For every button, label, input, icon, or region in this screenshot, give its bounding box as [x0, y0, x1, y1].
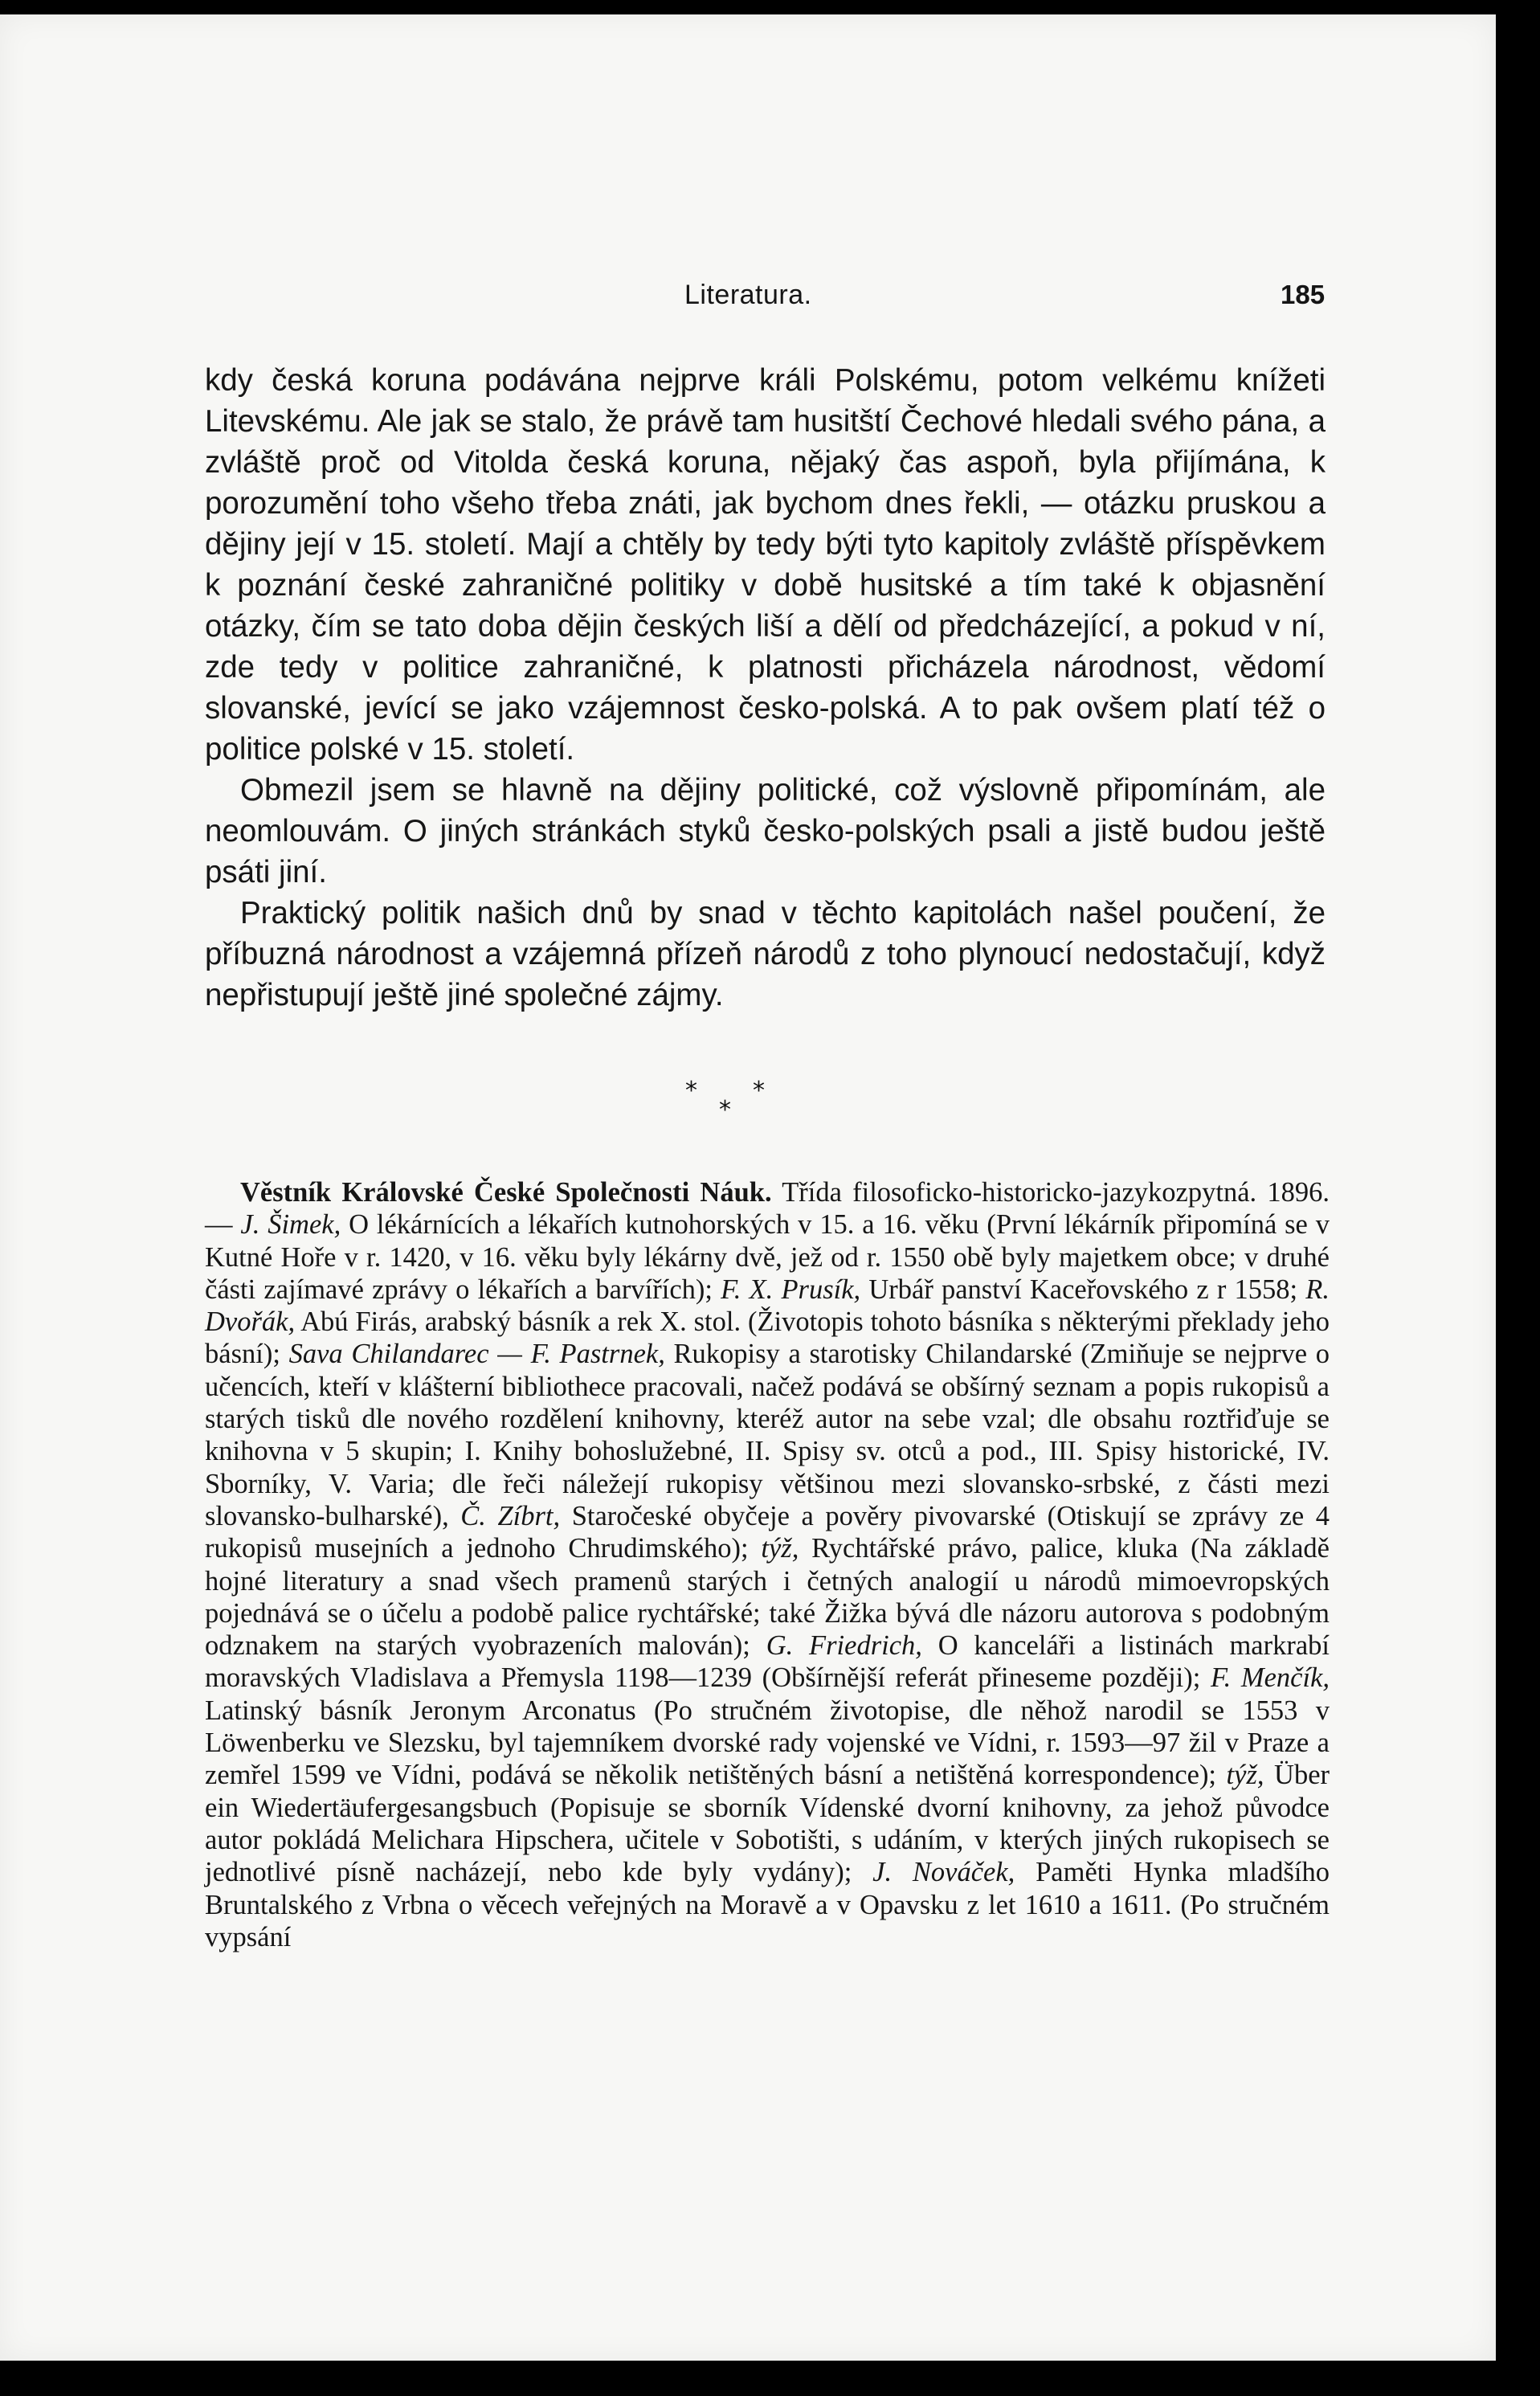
- review-text: Rukopisy a starotisky Chilandarské (Zmiňuje se nejprve o učencích, kteří v klášterní bibliothece pracovali, načež podává se obšírný seznam a popis rukopisů a starých tisků dle nového rozdělení knihovny, kteréž autor na sebe vzal; dle obsahu roztřiďuje se knihovna v 5 skupin; I. Knihy bohoslužebné, II. Spisy sv. otců a pod., III. Spisy historické, IV. Sborníky, V. Varia; dle řeči náležejí rukopisy většinou mezi slovansko-srbské, z části mezi slovansko-bulharské),: [205, 1339, 1330, 1531]
- review-text: O kanceláři a listinách markrabí moravských Vladislava a Přemysla 1198—1239 (Obšírnější referát přineseme později);: [205, 1630, 1330, 1694]
- indent: [205, 1177, 240, 1208]
- author-name: F. Menčík,: [1210, 1662, 1330, 1694]
- review-text: Staročeské obyčeje a pověry pivovarské (Otiskují se zprávy ze 4 rukopisů musejních a jednoho Chrudimského);: [205, 1500, 1330, 1564]
- journal-title: Věstník Královské České Společnosti Náuk.: [240, 1177, 772, 1208]
- section-separator: [679, 1077, 839, 1125]
- review-text: Abú Firás, arabský básník a rek X. stol. (Životopis tohoto básníka s některými překlady jeho básní);: [205, 1306, 1330, 1370]
- author-name: Č. Zíbrt,: [460, 1500, 561, 1531]
- author-name: J. Nováček,: [872, 1857, 1015, 1888]
- body-text: [205, 360, 1326, 1016]
- page-number: 185: [1281, 280, 1326, 309]
- author-name: J. Šimek,: [240, 1209, 341, 1241]
- review-text: Paměti Hynka mladšího Bruntalského z Vrbna o věcech veřejných na Moravě a v Opavsku z let 1610 a 1611. (Po stručném vypsání: [205, 1857, 1330, 1952]
- review-text: Über ein Wiedertäufergesangsbuch (Popisuje se sborník Vídenské dvorní knihovny, za jehož původce autor pokládá Melichara Hipschera, učitele v Sobotišti, s udáním, v kterých jiných rukopisech se jednotlivé písně nacházejí, nebo kde byly vydány);: [205, 1760, 1330, 1888]
- asterisk: *: [719, 1096, 731, 1124]
- paragraph: Obmezil jsem se hlavně na dějiny politické, což výslovně připomínám, ale neomlouvám. O jiných stránkách styků česko-polských psali a jistě budou ještě psáti jiní.: [205, 773, 1326, 889]
- book-page: [0, 14, 1496, 2361]
- author-name: G. Friedrich,: [766, 1630, 922, 1662]
- asterisk: *: [753, 1077, 765, 1105]
- review-text: O lékárnících a lékařích kutnohorských v 15. a 16. věku (První lékárník připomíná se v Kutné Hoře v r. 1420, v 16. věku byly lékárny dvě, jež od r. 1550 obě byly majetkem obce; v druhé části zajímavé zprávy o lékařích a barvířích);: [205, 1209, 1330, 1305]
- review-text: Latinský básník Jeronym Arconatus (Po stručném životopise, dle něhož narodil se 1553 v Löwenberku ve Slezsku, byl tajemníkem dvorské rady vojenské ve Vídni, r. 1593—97 žil v Praze a zemřel 1599 ve Vídni, podává se několik netištěných básní a netištěná korrespondence);: [205, 1695, 1330, 1791]
- author-name: F. X. Prusík,: [721, 1274, 861, 1305]
- review-text: Rychtářské právo, palice, kluka (Na základě hojné literatury a snad všech pramenů starých i četných analogií u národů mimoevropských pojednává se o účelu a podobě palice rychtářské; také Žižka bývá dle názoru autorova s podobným odznakem na starých vyobrazeních malován);: [205, 1533, 1330, 1662]
- paragraph: kdy česká koruna podávána nejprve králi Polskému, potom velkému knížeti Litevskému. Ale jak se stalo, že právě tam husitští Čechové hledali svého pána, a zvláště proč od Vitolda česká koruna, nějaký čas aspoň, byla přijímána, k porozumění toho všeho třeba znáti, jak bychom dnes řekli, — otázku pruskou a dějiny její v 15. století. Mají a chtěly by tedy býti tyto kapitoly zvláště příspěvkem k poznání české zahraničné politiky v době husitské a tím také k objasnění otázky, čím se tato doba dějin českých liší a dělí od předcházející, a pokud v ní, zde tedy v politice zahraničné, k platnosti přicházela národnost, vědomí slovanské, jevící se jako vzájemnost česko-polská. A to pak ovšem platí též o politice polské v 15. století.: [205, 363, 1326, 767]
- asterisk: *: [685, 1077, 697, 1105]
- journal-review: [205, 1176, 1330, 1953]
- author-name: R. Dvořák,: [205, 1274, 1330, 1338]
- author-name: týž,: [1226, 1760, 1264, 1791]
- page-header: [0, 280, 1496, 320]
- running-title: Literatura.: [684, 280, 812, 310]
- author-name: Sava Chilandarec — F. Pastrnek,: [288, 1339, 665, 1370]
- review-text: Urbář panství Kaceřovského z r 1558;: [860, 1274, 1306, 1305]
- paragraph: Praktický politik našich dnů by snad v těchto kapitolách našel poučení, že příbuzná národnost a vzájemná přízeň národů z toho plynoucí nedostačují, když nepřistupují ještě jiné společné zájmy.: [205, 896, 1326, 1012]
- author-name: týž,: [761, 1533, 799, 1564]
- review-text: Třída filosoficko-historicko-jazykozpytná. 1896. —: [205, 1177, 1330, 1241]
